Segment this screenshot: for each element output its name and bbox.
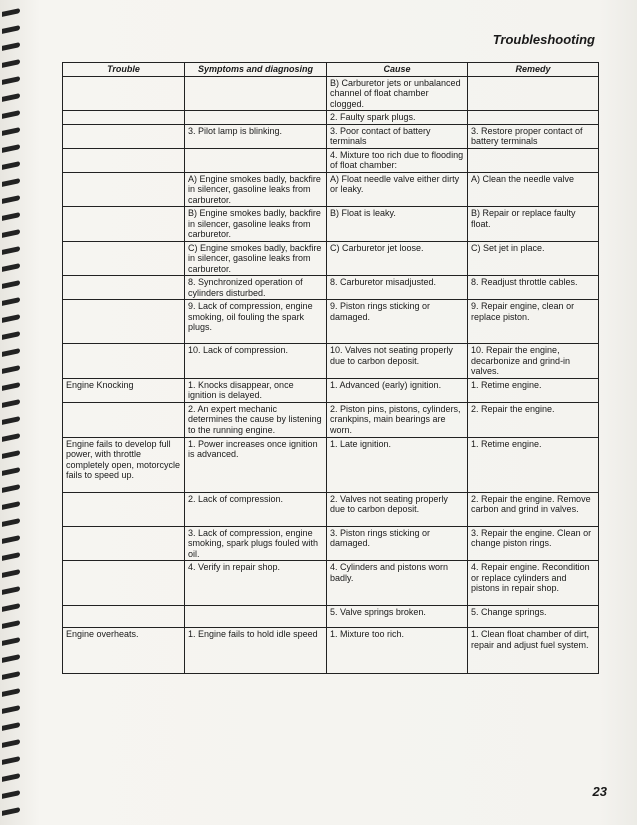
cell-symptom: B) Engine smokes badly, backfire in silencer, gasoline leaks from carburetor.	[185, 207, 327, 242]
column-header-symptoms: Symptoms and diagnosing	[185, 63, 327, 77]
cell-trouble	[63, 148, 185, 172]
table-row	[63, 344, 599, 379]
binding-coil	[2, 195, 20, 204]
cell-trouble	[63, 492, 185, 526]
cell-trouble	[63, 402, 185, 437]
table-row	[63, 561, 599, 606]
table-row	[63, 402, 599, 437]
cell-remedy: 3. Repair the engine. Clean or change piston rings.	[468, 526, 599, 561]
cell-cause: 4. Cylinders and pistons worn badly.	[327, 561, 468, 606]
table-row	[63, 526, 599, 561]
binding-coil	[2, 450, 20, 459]
binding-coil	[2, 348, 20, 357]
binding-coil	[2, 433, 20, 442]
cell-symptom: 3. Lack of compression, engine smoking, spark plugs fouled with oil.	[185, 526, 327, 561]
column-header-remedy: Remedy	[468, 63, 599, 77]
cell-cause: 9. Piston rings sticking or damaged.	[327, 300, 468, 344]
cell-cause: 8. Carburetor misadjusted.	[327, 276, 468, 300]
cell-remedy: 2. Repair the engine.	[468, 402, 599, 437]
cell-symptom: A) Engine smokes badly, backfire in silencer, gasoline leaks from carburetor.	[185, 172, 327, 207]
cell-trouble	[63, 526, 185, 561]
cell-remedy: 5. Change springs.	[468, 606, 599, 628]
cell-trouble	[63, 344, 185, 379]
table-row	[63, 172, 599, 207]
cell-symptom	[185, 76, 327, 111]
cell-remedy: A) Clean the needle valve	[468, 172, 599, 207]
cell-symptom: 9. Lack of compression, engine smoking, oil fouling the spark plugs.	[185, 300, 327, 344]
cell-remedy: B) Repair or replace faulty float.	[468, 207, 599, 242]
binding-coil	[2, 280, 20, 289]
cell-cause: 2. Faulty spark plugs.	[327, 111, 468, 125]
binding-coil	[2, 586, 20, 595]
binding-coil	[2, 688, 20, 697]
binding-coil	[2, 654, 20, 663]
binding-coil	[2, 365, 20, 374]
binding-coil	[2, 314, 20, 323]
binding-coil	[2, 76, 20, 85]
cell-trouble	[63, 172, 185, 207]
cell-remedy: 1. Retime engine.	[468, 378, 599, 402]
spiral-binding	[0, 10, 26, 815]
cell-trouble: Engine overheats.	[63, 628, 185, 674]
cell-trouble	[63, 76, 185, 111]
cell-cause: C) Carburetor jet loose.	[327, 241, 468, 276]
cell-remedy	[468, 111, 599, 125]
binding-coil	[2, 552, 20, 561]
binding-coil	[2, 603, 20, 612]
cell-cause: 3. Poor contact of battery terminals	[327, 124, 468, 148]
binding-coil	[2, 93, 20, 102]
cell-cause: 2. Valves not seating properly due to carbon deposit.	[327, 492, 468, 526]
cell-trouble	[63, 606, 185, 628]
binding-coil	[2, 569, 20, 578]
table-row	[63, 437, 599, 492]
column-header-cause: Cause	[327, 63, 468, 77]
binding-coil	[2, 773, 20, 782]
cell-symptom: 1. Knocks disappear, once ignition is delayed.	[185, 378, 327, 402]
binding-coil	[2, 790, 20, 799]
cell-cause: 10. Valves not seating properly due to carbon deposit.	[327, 344, 468, 379]
cell-trouble	[63, 124, 185, 148]
table-row	[63, 148, 599, 172]
binding-coil	[2, 382, 20, 391]
binding-coil	[2, 416, 20, 425]
cell-symptom	[185, 111, 327, 125]
cell-symptom	[185, 148, 327, 172]
cell-symptom: 2. Lack of compression.	[185, 492, 327, 526]
cell-remedy: C) Set jet in place.	[468, 241, 599, 276]
binding-coil	[2, 467, 20, 476]
binding-coil	[2, 399, 20, 408]
binding-coil	[2, 501, 20, 510]
cell-symptom: 4. Verify in repair shop.	[185, 561, 327, 606]
table-row	[63, 606, 599, 628]
binding-coil	[2, 263, 20, 272]
cell-trouble: Engine fails to develop full power, with throttle completely open, motorcycle fails to speed up.	[63, 437, 185, 492]
binding-coil	[2, 739, 20, 748]
table-row	[63, 76, 599, 111]
cell-cause: 4. Mixture too rich due to flooding of float chamber:	[327, 148, 468, 172]
table-row	[63, 492, 599, 526]
troubleshooting-table	[62, 62, 599, 674]
table-row	[63, 124, 599, 148]
binding-coil	[2, 620, 20, 629]
page-number: 23	[592, 784, 607, 799]
binding-coil	[2, 756, 20, 765]
binding-coil	[2, 59, 20, 68]
cell-remedy: 10. Repair the engine, decarbonize and grind-in valves.	[468, 344, 599, 379]
binding-coil	[2, 8, 20, 17]
binding-coil	[2, 246, 20, 255]
binding-coil	[2, 807, 20, 816]
cell-symptom: 8. Synchronized operation of cylinders disturbed.	[185, 276, 327, 300]
cell-remedy	[468, 148, 599, 172]
cell-trouble	[63, 561, 185, 606]
binding-coil	[2, 671, 20, 680]
cell-trouble	[63, 207, 185, 242]
cell-symptom: 3. Pilot lamp is blinking.	[185, 124, 327, 148]
table-row	[63, 111, 599, 125]
cell-symptom: 2. An expert mechanic determines the cause by listening to the running engine.	[185, 402, 327, 437]
cell-remedy: 1. Clean float chamber of dirt, repair and adjust fuel system.	[468, 628, 599, 674]
table-row	[63, 241, 599, 276]
cell-cause: B) Carburetor jets or unbalanced channel of float chamber clogged.	[327, 76, 468, 111]
table-row	[63, 378, 599, 402]
binding-coil	[2, 161, 20, 170]
binding-coil	[2, 144, 20, 153]
cell-cause: 1. Late ignition.	[327, 437, 468, 492]
binding-coil	[2, 535, 20, 544]
cell-remedy: 3. Restore proper contact of battery terminals	[468, 124, 599, 148]
binding-coil	[2, 722, 20, 731]
binding-coil	[2, 212, 20, 221]
cell-remedy: 1. Retime engine.	[468, 437, 599, 492]
cell-trouble: Engine Knocking	[63, 378, 185, 402]
binding-coil	[2, 484, 20, 493]
cell-remedy: 2. Repair the engine. Remove carbon and grind in valves.	[468, 492, 599, 526]
cell-remedy: 4. Repair engine. Recondition or replace cylinders and pistons in repair shop.	[468, 561, 599, 606]
cell-symptom: 1. Power increases once ignition is advanced.	[185, 437, 327, 492]
cell-cause: 1. Advanced (early) ignition.	[327, 378, 468, 402]
binding-coil	[2, 637, 20, 646]
cell-symptom: 10. Lack of compression.	[185, 344, 327, 379]
cell-cause: 5. Valve springs broken.	[327, 606, 468, 628]
table-row	[63, 628, 599, 674]
binding-coil	[2, 705, 20, 714]
cell-trouble	[63, 300, 185, 344]
cell-remedy: 8. Readjust throttle cables.	[468, 276, 599, 300]
binding-coil	[2, 127, 20, 136]
binding-coil	[2, 25, 20, 34]
cell-symptom	[185, 606, 327, 628]
cell-cause: 1. Mixture too rich.	[327, 628, 468, 674]
binding-coil	[2, 42, 20, 51]
cell-trouble	[63, 241, 185, 276]
cell-cause: 2. Piston pins, pistons, cylinders, crankpins, main bearings are worn.	[327, 402, 468, 437]
page-title: Troubleshooting	[492, 32, 595, 47]
binding-coil	[2, 229, 20, 238]
table-header-row	[63, 63, 599, 77]
cell-trouble	[63, 111, 185, 125]
binding-coil	[2, 297, 20, 306]
cell-cause: B) Float is leaky.	[327, 207, 468, 242]
cell-remedy: 9. Repair engine, clean or replace piston.	[468, 300, 599, 344]
cell-symptom: 1. Engine fails to hold idle speed	[185, 628, 327, 674]
binding-coil	[2, 518, 20, 527]
cell-symptom: C) Engine smokes badly, backfire in silencer, gasoline leaks from carburetor.	[185, 241, 327, 276]
cell-cause: A) Float needle valve either dirty or leaky.	[327, 172, 468, 207]
binding-coil	[2, 110, 20, 119]
cell-trouble	[63, 276, 185, 300]
binding-coil	[2, 331, 20, 340]
table-row	[63, 300, 599, 344]
table-row	[63, 207, 599, 242]
table-row	[63, 276, 599, 300]
cell-cause: 3. Piston rings sticking or damaged.	[327, 526, 468, 561]
binding-coil	[2, 178, 20, 187]
cell-remedy	[468, 76, 599, 111]
column-header-trouble: Trouble	[63, 63, 185, 77]
